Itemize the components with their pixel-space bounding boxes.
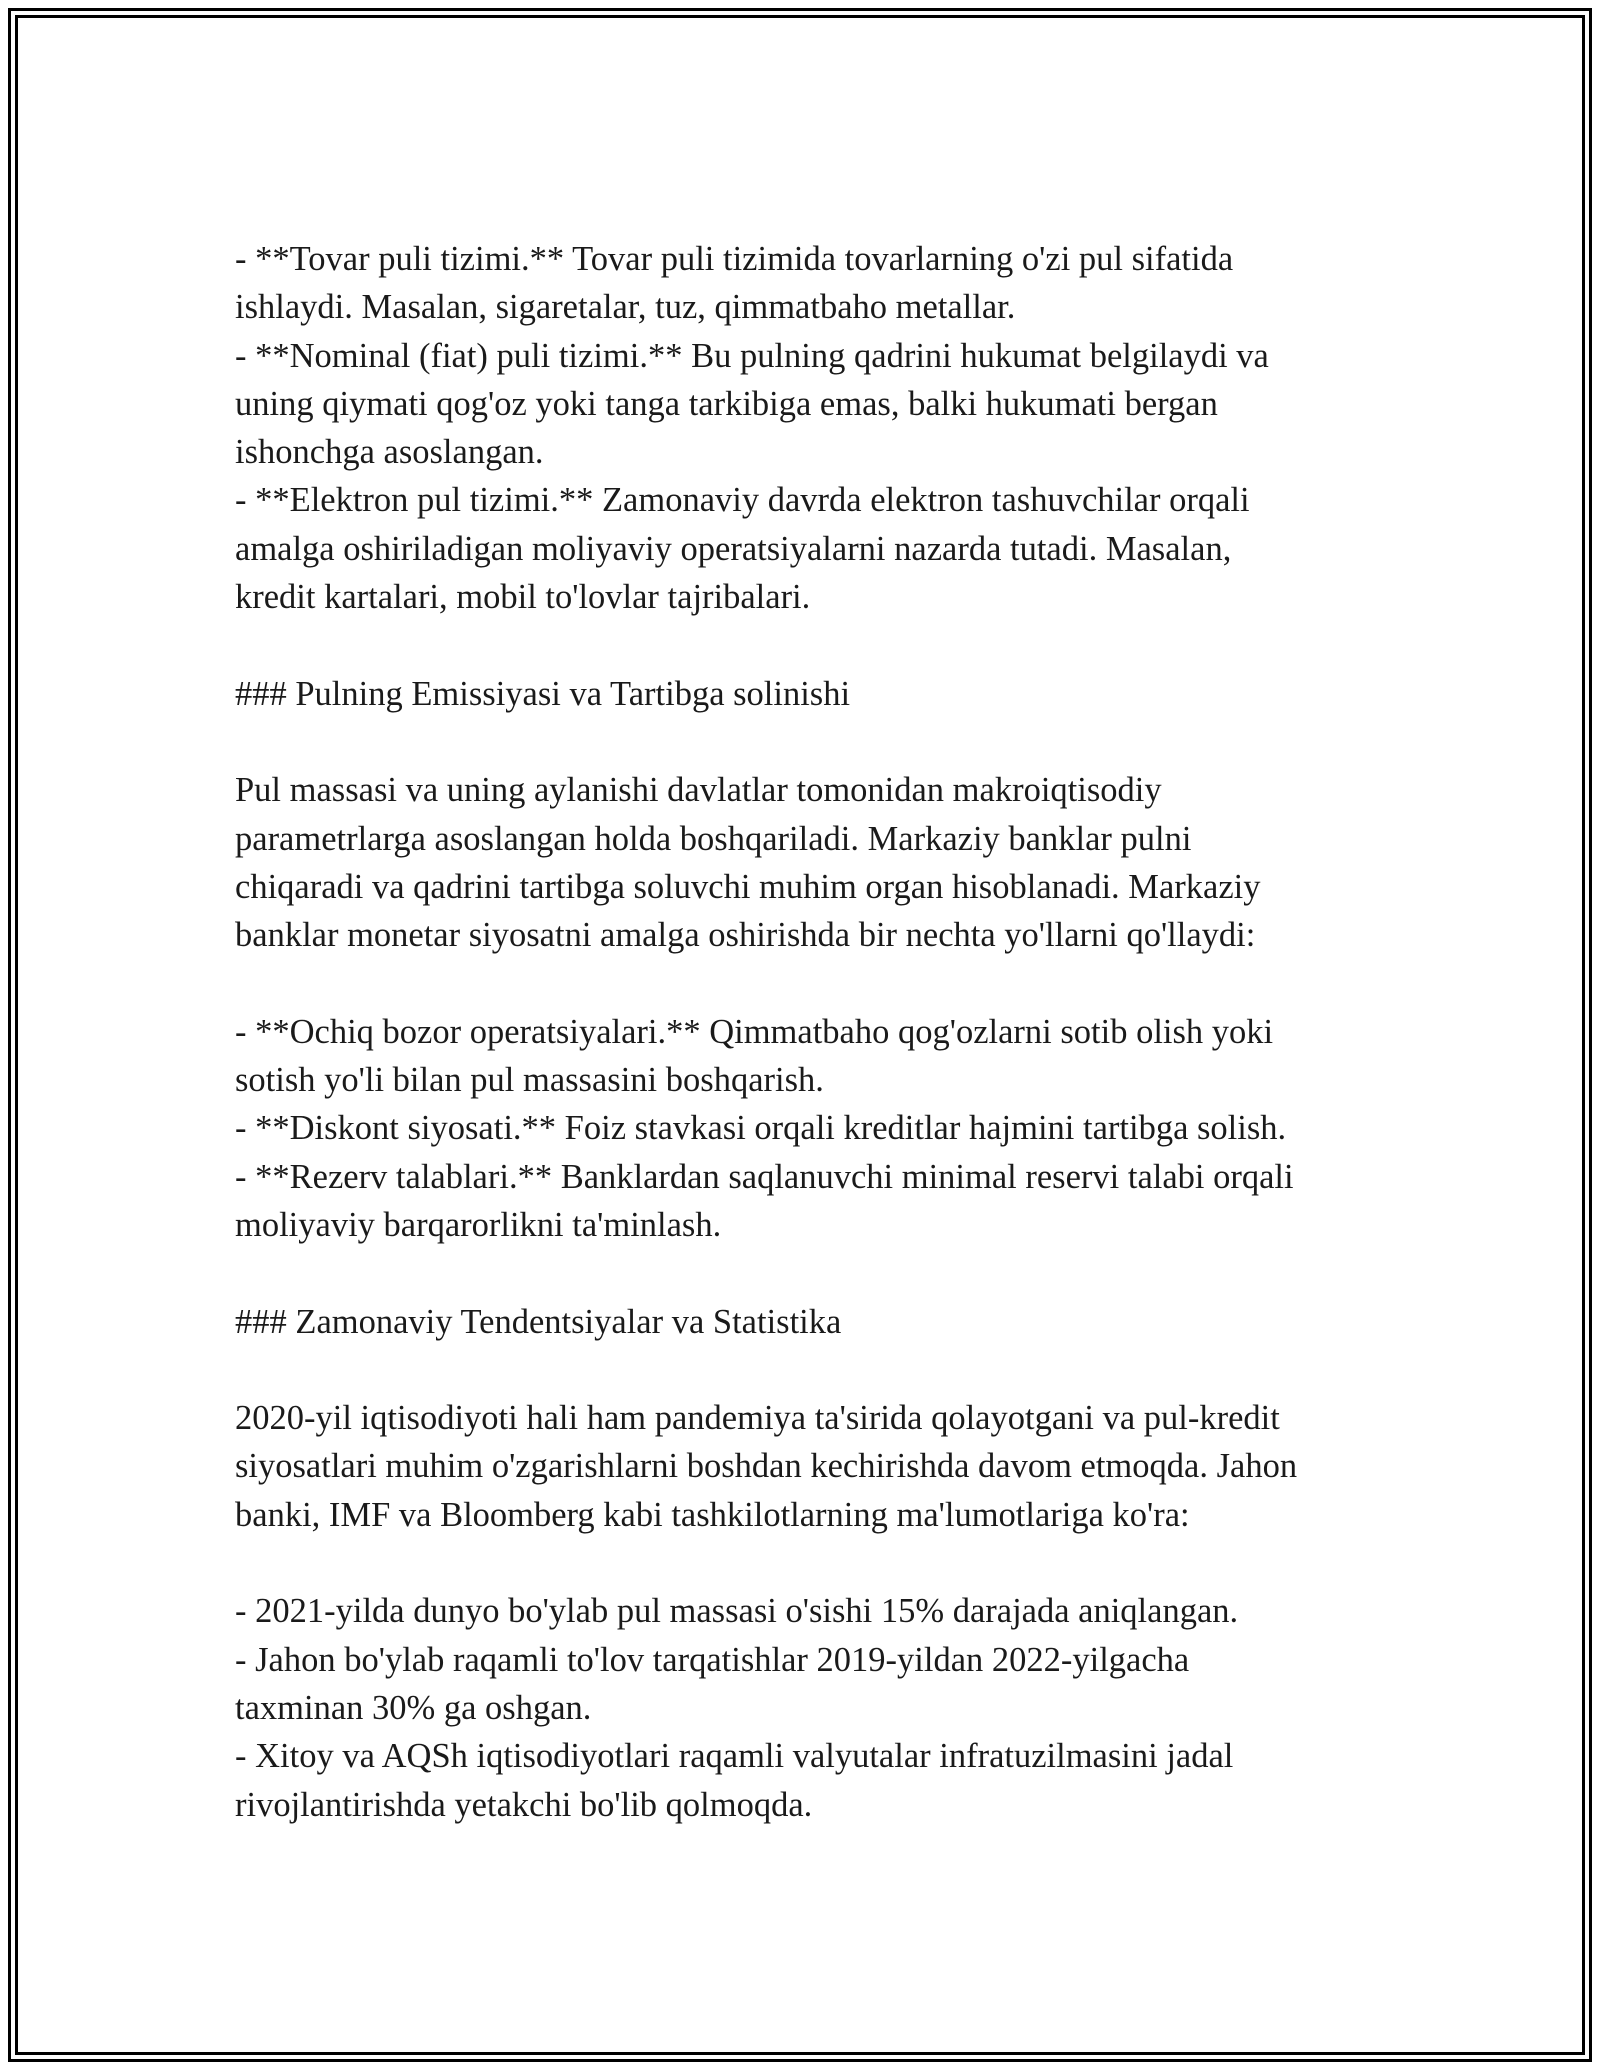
- text-line: - **Rezerv talablari.** Banklardan saqlanuvchi minimal reservi talabi orqali: [235, 1157, 1294, 1196]
- section-heading-trends: ### Zamonaviy Tendentsiyalar va Statistika: [235, 1302, 842, 1341]
- bullet-list-statistics: [235, 1587, 1375, 1828]
- text-line: chiqaradi va qadrini tartibga soluvchi muhim organ hisoblanadi. Markaziy: [235, 867, 1261, 906]
- text-line: - 2021-yilda dunyo bo'ylab pul massasi o'sishi 15% darajada aniqlangan.: [235, 1592, 1239, 1631]
- spacer: [235, 621, 1375, 669]
- bullet-list-monetary-tools: [235, 1008, 1375, 1249]
- text-line: moliyaviy barqarorlikni ta'minlash.: [235, 1205, 722, 1244]
- text-line: banki, IMF va Bloomberg kabi tashkilotlarning ma'lumotlariga ko'ra:: [235, 1495, 1190, 1534]
- spacer: [235, 718, 1375, 766]
- text-line: 2020-yil iqtisodiyoti hali ham pandemiya ta'sirida qolayotgani va pul-kredit: [235, 1399, 1280, 1438]
- document-body: [235, 235, 1375, 1829]
- text-line: taxminan 30% ga oshgan.: [235, 1688, 592, 1727]
- text-line: - **Elektron pul tizimi.** Zamonaviy davrda elektron tashuvchilar orqali: [235, 481, 1250, 520]
- text-line: Pul massasi va uning aylanishi davlatlar tomonidan makroiqtisodiy: [235, 771, 1162, 810]
- text-line: rivojlantirishda yetakchi bo'lib qolmoqda.: [235, 1785, 813, 1824]
- section-heading-emission: ### Pulning Emissiyasi va Tartibga solinishi: [235, 674, 851, 713]
- paragraph-emission: [235, 766, 1375, 959]
- text-line: - Xitoy va AQSh iqtisodiyotlari raqamli valyutalar infratuzilmasini jadal: [235, 1737, 1234, 1776]
- text-line: - **Ochiq bozor operatsiyalari.** Qimmatbaho qog'ozlarni sotib olish yoki: [235, 1012, 1274, 1051]
- text-line: - **Nominal (fiat) puli tizimi.** Bu pulning qadrini hukumat belgilaydi va: [235, 336, 1269, 375]
- text-line: uning qiymati qog'oz yoki tanga tarkibiga emas, balki hukumati bergan: [235, 384, 1218, 423]
- text-line: ishonchga asoslangan.: [235, 433, 544, 472]
- spacer: [235, 959, 1375, 1007]
- text-line: amalga oshiriladigan moliyaviy operatsiyalarni nazarda tutadi. Masalan,: [235, 529, 1232, 568]
- text-line: siyosatlari muhim o'zgarishlarni boshdan kechirishda davom etmoqda. Jahon: [235, 1447, 1298, 1486]
- text-line: - **Diskont siyosati.** Foiz stavkasi orqali kreditlar hajmini tartibga solish.: [235, 1109, 1287, 1148]
- bullet-list-money-systems: [235, 235, 1375, 621]
- text-line: parametrlarga asoslangan holda boshqariladi. Markaziy banklar pulni: [235, 819, 1192, 858]
- spacer: [235, 1249, 1375, 1297]
- text-line: kredit kartalari, mobil to'lovlar tajribalari.: [235, 578, 811, 617]
- spacer: [235, 1346, 1375, 1394]
- text-line: ishlaydi. Masalan, sigaretalar, tuz, qimmatbaho metallar.: [235, 288, 1016, 327]
- text-line: sotish yo'li bilan pul massasini boshqarish.: [235, 1061, 824, 1100]
- text-line: banklar monetar siyosatni amalga oshirishda bir nechta yo'llarni qo'llaydi:: [235, 916, 1256, 955]
- text-line: - **Tovar puli tizimi.** Tovar puli tizimida tovarlarning o'zi pul sifatida: [235, 240, 1234, 278]
- spacer: [235, 1539, 1375, 1587]
- paragraph-trends: [235, 1394, 1375, 1539]
- text-line: - Jahon bo'ylab raqamli to'lov tarqatishlar 2019-yildan 2022-yilgacha: [235, 1640, 1190, 1679]
